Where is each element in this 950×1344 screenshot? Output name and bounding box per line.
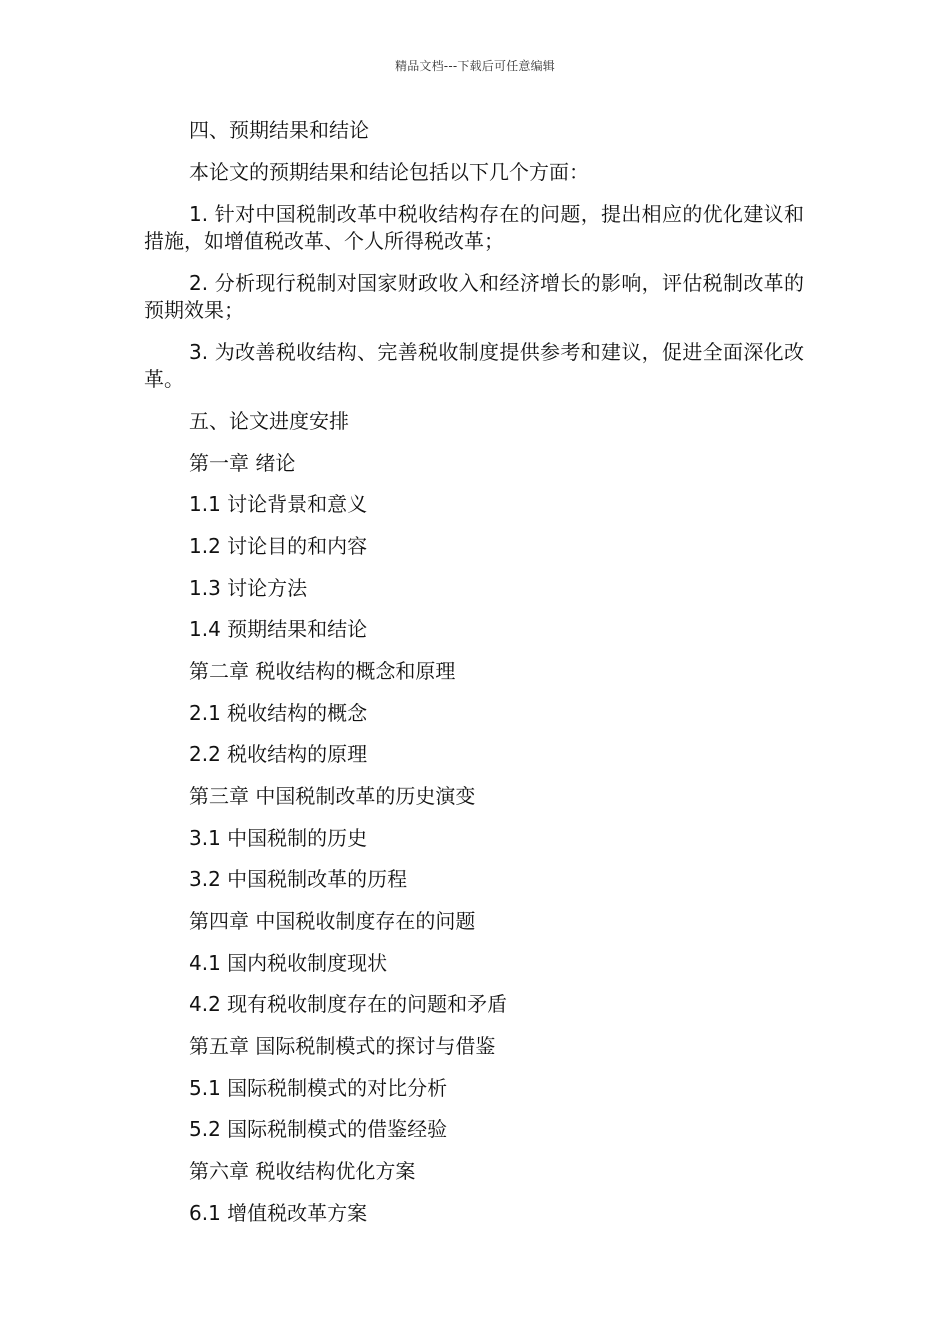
- section-5-heading: 五、论文进度安排: [189, 409, 349, 433]
- outline-item-2-2: 2.2 税收结构的原理: [189, 742, 368, 766]
- outline-chapter-5: 第五章 国际税制模式的探讨与借鉴: [189, 1034, 496, 1058]
- expected-result-item-2: 2. 分析现行税制对国家财政收入和经济增长的影响，评估税制改革的预期效果；: [144, 271, 804, 322]
- outline-chapter-3: 第三章 中国税制改革的历史演变: [189, 784, 476, 808]
- outline-item-4-2: 4.2 现有税收制度存在的问题和矛盾: [189, 992, 508, 1016]
- outline-item-1-2: 1.2 讨论目的和内容: [189, 534, 368, 558]
- section-4-heading: 四、预期结果和结论: [189, 118, 369, 142]
- outline-item-3-2: 3.2 中国税制改革的历程: [189, 867, 408, 891]
- section-4-intro: 本论文的预期结果和结论包括以下几个方面：: [189, 160, 589, 184]
- outline-item-5-2: 5.2 国际税制模式的借鉴经验: [189, 1117, 448, 1141]
- outline-item-2-1: 2.1 税收结构的概念: [189, 701, 368, 725]
- outline-item-4-1: 4.1 国内税收制度现状: [189, 951, 388, 975]
- expected-result-item-1: 1. 针对中国税制改革中税收结构存在的问题，提出相应的优化建议和措施，如增值税改革、个人所得税改革；: [144, 202, 804, 253]
- outline-item-1-3: 1.3 讨论方法: [189, 576, 308, 600]
- outline-chapter-6: 第六章 税收结构优化方案: [189, 1159, 416, 1183]
- outline-item-5-1: 5.1 国际税制模式的对比分析: [189, 1076, 448, 1100]
- outline-item-3-1: 3.1 中国税制的历史: [189, 826, 368, 850]
- outline-chapter-2: 第二章 税收结构的概念和原理: [189, 659, 456, 683]
- outline-item-6-1: 6.1 增值税改革方案: [189, 1201, 368, 1225]
- outline-item-1-4: 1.4 预期结果和结论: [189, 617, 368, 641]
- outline-item-1-1: 1.1 讨论背景和意义: [189, 492, 368, 516]
- expected-result-item-3: 3. 为改善税收结构、完善税收制度提供参考和建议，促进全面深化改革。: [144, 340, 804, 391]
- outline-chapter-4: 第四章 中国税收制度存在的问题: [189, 909, 476, 933]
- page-header: 精品文档---下载后可任意编辑: [395, 59, 555, 73]
- outline-chapter-1: 第一章 绪论: [189, 451, 296, 475]
